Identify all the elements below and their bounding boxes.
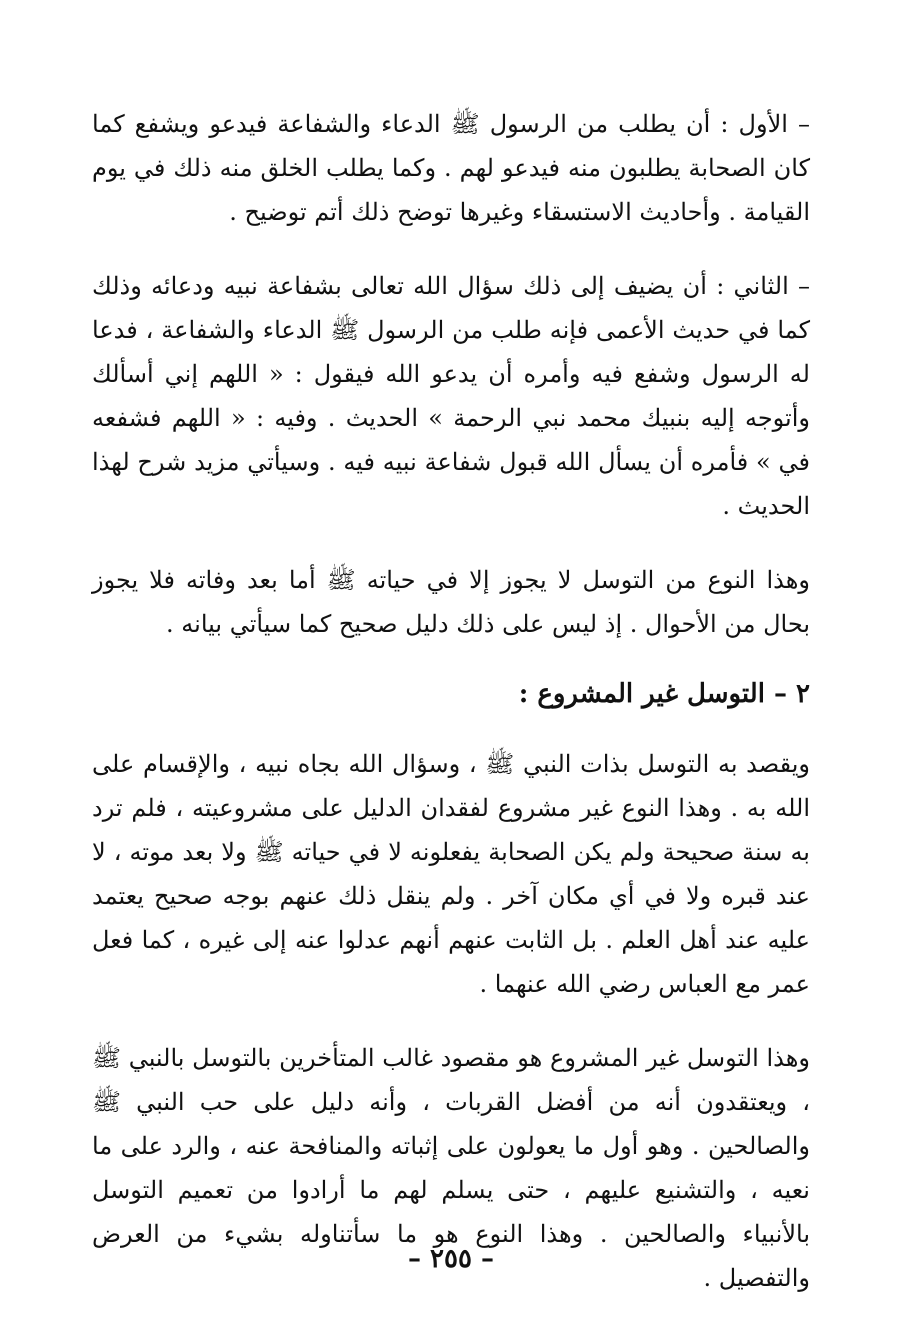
spacer	[92, 646, 810, 672]
spacer	[92, 1006, 810, 1036]
paragraph-first-type: – الأول : أن يطلب من الرسول ﷺ الدعاء والشفاعة فيدعو ويشفع كما كان الصحابة يطلبون منه فيدعو لهم . وكما يطلب الخلق منه ذلك في يوم القيامة . وأحاديث الاستسقاء وغيرها توضح ذلك أتم توضيح .	[92, 110, 810, 226]
page-number: – ٢٥٥ –	[407, 1244, 495, 1274]
paragraph-permissibility: وهذا النوع من التوسل لا يجوز إلا في حياته ﷺ أما بعد وفاته فلا يجوز بحال من الأحوال . إذ ليس على ذلك دليل صحيح كما سيأتي بيانه .	[92, 566, 810, 638]
spacer	[92, 234, 810, 264]
spacer	[92, 716, 810, 742]
paragraph-second-type: – الثاني : أن يضيف إلى ذلك سؤال الله تعالى بشفاعة نبيه ودعائه وذلك كما في حديث الأعمى فإنه طلب من الرسول ﷺ الدعاء والشفاعة ، فدعا له الرسول وشفع فيه وأمره أن يدعو الله فيقول : « اللهم إني أسألك وأتوجه إليه بنبيك محمد نبي الرحمة » الحديث . وفيه : « اللهم فشفعه في » فأمره أن يسأل الله قبول شفاعة نبيه فيه . وسيأتي مزيد شرح لهذا الحديث .	[92, 272, 810, 520]
page-body	[92, 102, 810, 1300]
section-heading: ٢ – التوسل غير المشروع :	[518, 679, 810, 709]
paragraph-later-scholars: وهذا التوسل غير المشروع هو مقصود غالب المتأخرين بالتوسل بالنبي ﷺ ، ويعتقدون أنه من أفضل القربات ، وأنه دليل على حب النبي ﷺ والصالحين . وهو أول ما يعولون على إثباته والمنافحة عنه ، والرد على ما نعيه ، والتشنيع عليهم ، حتى يسلم لهم ما أرادوا من تعميم التوسل بالأنبياء والصالحين . وهذا النوع هو ما سأتناوله بشيء من العرض والتفصيل .	[92, 1044, 810, 1292]
paragraph-definition: ويقصد به التوسل بذات النبي ﷺ ، وسؤال الله بجاه نبيه ، والإقسام على الله به . وهذا النوع غير مشروع لفقدان الدليل على مشروعيته ، فلم ترد به سنة صحيحة ولم يكن الصحابة يفعلونه لا في حياته ﷺ ولا بعد موته ، لا عند قبره ولا في أي مكان آخر . ولم ينقل ذلك عنهم بوجه صحيح يعتمد عليه عند أهل العلم . بل الثابت عنهم أنهم عدلوا عنه إلى غيره ، كما فعل عمر مع العباس رضي الله عنهما .	[92, 750, 810, 998]
spacer	[92, 528, 810, 558]
